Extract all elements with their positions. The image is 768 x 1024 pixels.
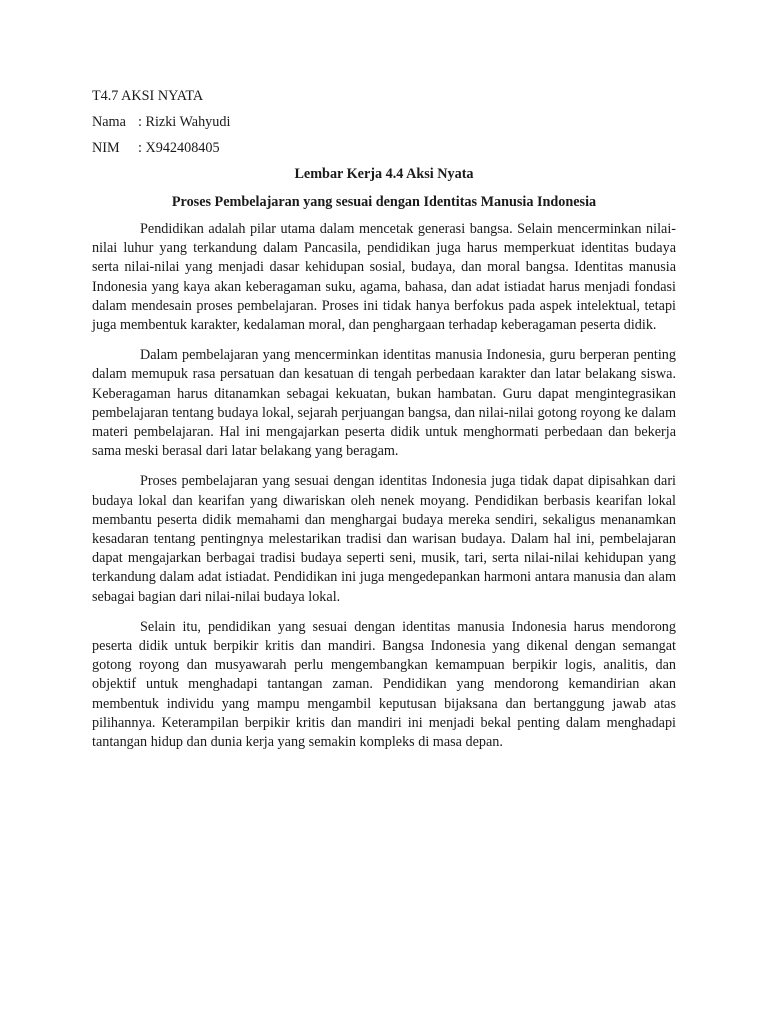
name-row (92, 112, 676, 138)
name-value: : Rizki Wahyudi (138, 114, 231, 130)
paragraph-3: Proses pembelajaran yang sesuai dengan identitas Indonesia juga tidak dapat dipisahkan dari budaya lokal dan kearifan yang diwariskan oleh nenek moyang. Pendidikan berbasis kearifan lokal membantu peserta didik memahami dan menghargai budaya mereka sendiri, sekaligus menanamkan kesadaran tentang pentingnya melestarikan tradisi dan warisan budaya. Dalam hal ini, pembelajaran dapat mengajarkan berbagai tradisi budaya seperti seni, musik, tari, serta nilai-nilai kehidupan yang terkandung dalam adat istiadat. Pendidikan ini juga mengedepankan harmoni antara manusia dan alam sebagai bagian dari nilai-nilai budaya lokal. (92, 473, 676, 605)
nim-value: : X942408405 (138, 140, 220, 156)
paragraph-1: Pendidikan adalah pilar utama dalam mencetak generasi bangsa. Selain mencerminkan nilai-nilai luhur yang terkandung dalam Pancasila, pendidikan juga harus memperkuat identitas budaya serta nilai-nilai yang menjadi dasar kehidupan sosial, budaya, dan moral bangsa. Identitas manusia Indonesia yang kaya akan keberagaman suku, agama, bahasa, dan adat istiadat harus menjadi fondasi dalam mendesain proses pembelajaran. Proses ini tidak hanya berfokus pada aspek intelektual, tetapi juga membentuk karakter, kedalaman moral, dan penghargaan terhadap keberagaman peserta didik. (92, 221, 676, 334)
paragraph-4: Selain itu, pendidikan yang sesuai dengan identitas manusia Indonesia harus mendorong peserta didik untuk berpikir kritis dan mandiri. Bangsa Indonesia yang dikenal dengan semangat gotong royong dan musyawarah perlu mengembangkan kemampuan berpikir logis, analitis, dan objektif untuk menghadapi tantangan zaman. Pendidikan yang mendorong kemandirian akan membentuk individu yang mampu mengambil keputusan bijaksana dan bertanggung jawab atas pilihannya. Keterampilan berpikir kritis dan mandiri ini menjadi bekal penting dalam menghadapi tantangan hidup dan dunia kerja yang semakin kompleks di masa depan. (92, 618, 676, 751)
paragraph-2: Dalam pembelajaran yang mencerminkan identitas manusia Indonesia, guru berperan penting dalam memupuk rasa persatuan dan kesatuan di tengah perbedaan karakter dan latar belakang siswa. Keberagaman harus ditanamkan sebagai kekuatan, bukan hambatan. Guru dapat mengintegrasikan pembelajaran tentang budaya lokal, sejarah perjuangan bangsa, dan nilai-nilai gotong royong ke dalam materi pembelajaran. Hal ini mengajarkan peserta didik untuk menghormati perbedaan dan bekerja sama meski berasal dari latar belakang yang beragam. (92, 347, 676, 460)
nim-label: NIM (92, 140, 120, 156)
nim-row (92, 138, 676, 164)
document-content (92, 86, 676, 763)
name-label: Nama (92, 114, 126, 130)
task-title: T4.7 AKSI NYATA (92, 88, 204, 104)
topic-title: Proses Pembelajaran yang sesuai dengan Identitas Manusia Indonesia (171, 194, 597, 210)
sheet-title: Lembar Kerja 4.4 Aksi Nyata (294, 166, 474, 182)
